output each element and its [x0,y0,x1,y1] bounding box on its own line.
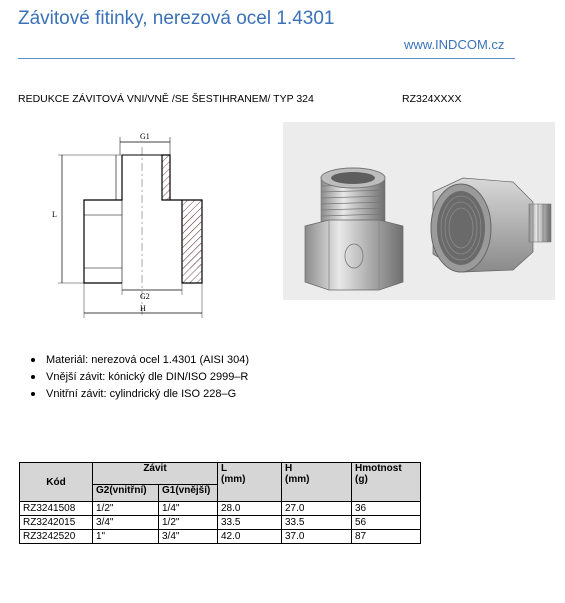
table-row [20,530,421,544]
feature-list [30,353,249,404]
col-header-g2: G2(vnitřní) [93,485,159,502]
website-link[interactable]: www.INDCOM.cz [404,37,505,52]
col-header-l-name: L [221,463,228,474]
technical-drawing [22,125,222,325]
cell-l: 28.0 [218,502,282,516]
cell-kod: RZ3242520 [20,530,93,544]
product-name: REDUKCE ZÁVITOVÁ VNI/VNĚ /SE ŠESTIHRANEM/ TYP 324 [18,93,314,105]
col-header-g1: G1(vnější) [159,485,218,502]
feature-internal-thread: Vnitřní závit: cylindrický dle ISO 228–G [30,387,249,404]
dim-l-label: L [52,210,57,219]
col-header-hmotnost-name: Hmotnost [355,463,402,474]
page-title: Závitové fitinky, nerezová ocel 1.4301 [18,8,335,29]
col-header-hmotnost-unit: (g) [355,474,368,485]
cell-g2: 1/2" [93,502,159,516]
cell-h: 33.5 [282,516,352,530]
cell-g2: 1" [93,530,159,544]
cell-kod: RZ3241508 [20,502,93,516]
cell-hmotnost: 87 [352,530,421,544]
col-header-h [282,463,352,502]
cell-l: 42.0 [218,530,282,544]
cell-h: 27.0 [282,502,352,516]
col-header-h-unit: (mm) [285,474,310,485]
cell-kod: RZ3242015 [20,516,93,530]
table-row [20,516,421,530]
product-code: RZ324XXXX [402,93,462,105]
cell-g2: 3/4" [93,516,159,530]
spec-table [19,462,421,544]
table-header-row [20,463,421,485]
feature-external-thread: Vnější závit: kónický dle DIN/ISO 2999–R [30,370,249,387]
cell-hmotnost: 36 [352,502,421,516]
cell-l: 33.5 [218,516,282,530]
cell-g1: 1/2" [159,516,218,530]
dim-g2-label: G2 [140,292,150,301]
col-header-l [218,463,282,502]
header-divider [18,58,515,59]
cell-g1: 1/4" [159,502,218,516]
feature-material: Materiál: nerezová ocel 1.4301 (AISI 304) [30,353,249,370]
col-header-kod: Kód [20,463,93,502]
col-header-l-unit: (mm) [221,474,246,485]
cell-g1: 3/4" [159,530,218,544]
cell-h: 37.0 [282,530,352,544]
col-header-zavit: Závit [93,463,218,485]
table-row [20,502,421,516]
cell-hmotnost: 56 [352,516,421,530]
dim-h-label: H [140,304,146,313]
col-header-h-name: H [285,463,293,474]
product-photo [283,122,555,300]
col-header-hmotnost [352,463,421,502]
dim-g1-label: G1 [140,132,150,141]
